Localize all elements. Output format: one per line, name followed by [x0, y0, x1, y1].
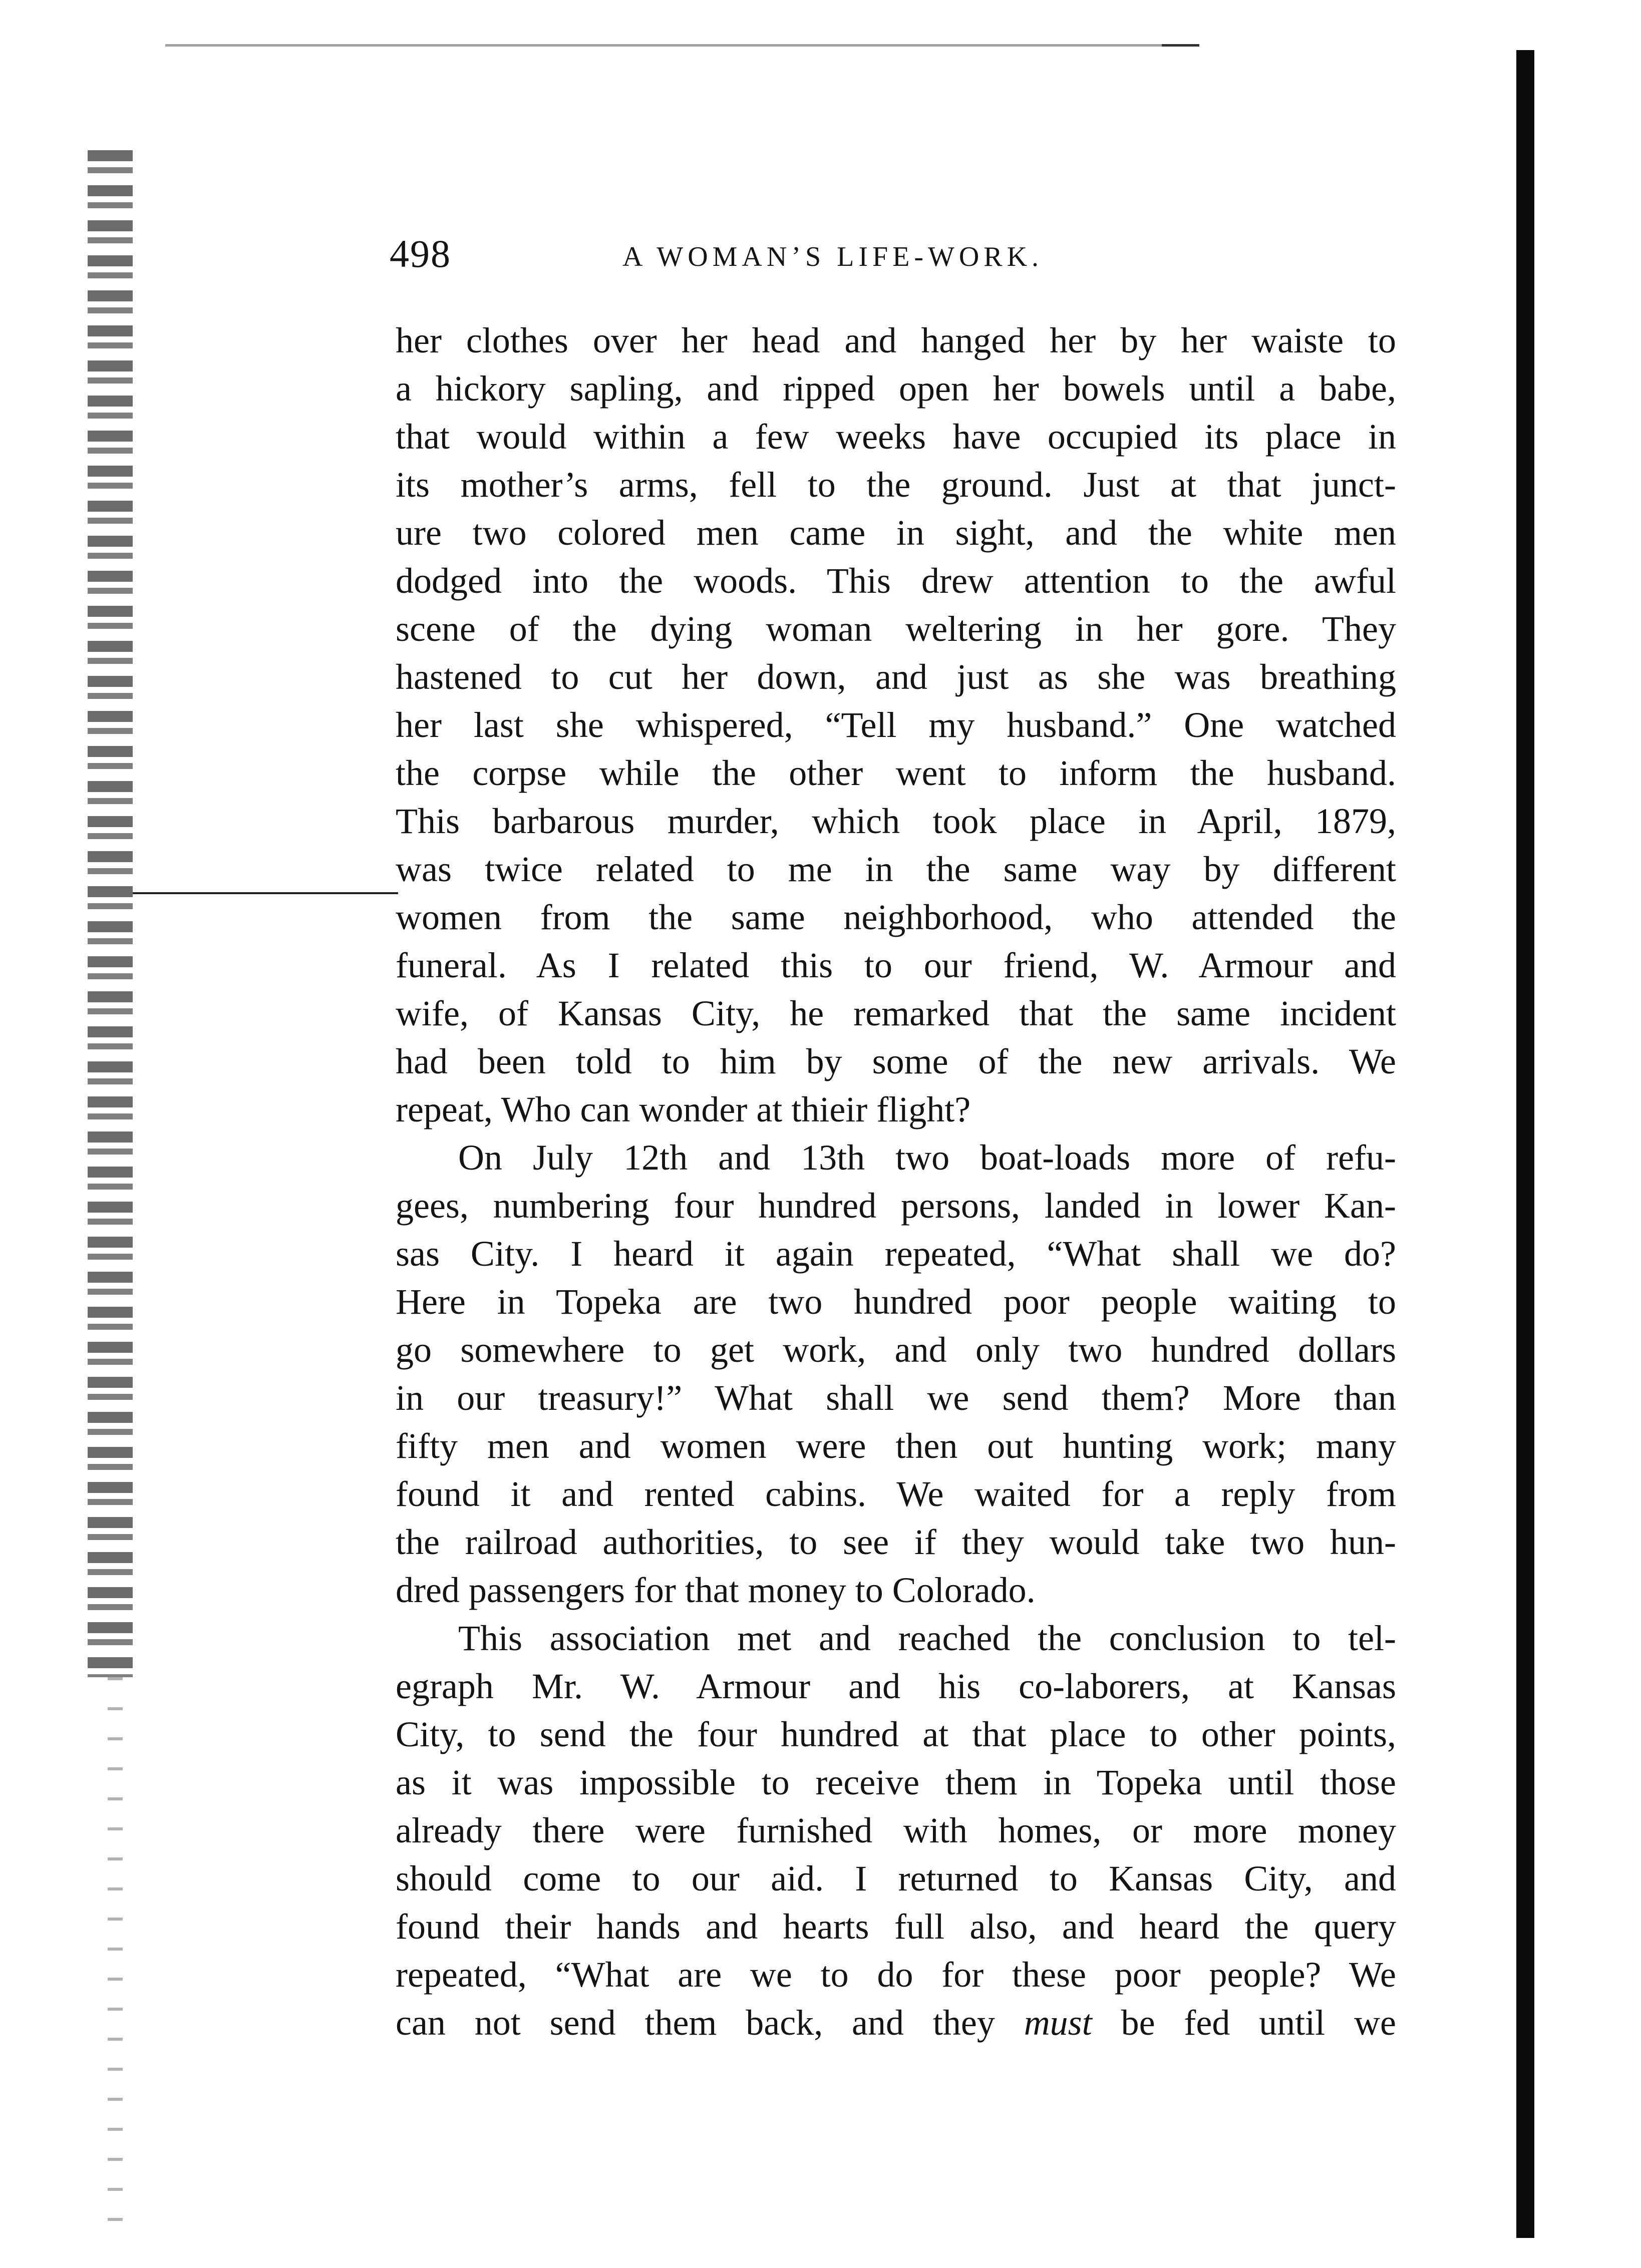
text-line: that would within a few weeks have occupied its place in — [396, 417, 1396, 457]
text-line: the railroad authorities, to see if they would take two hun- — [396, 1522, 1396, 1562]
text-line: fifty men and women were then out hunting work; many — [396, 1426, 1396, 1466]
text-line: funeral. As I related this to our friend, W. Armour and — [396, 945, 1396, 985]
text-line: found their hands and hearts full also, and heard the query — [396, 1907, 1396, 1947]
text-line: her last she whispered, “Tell my husband.” One watched — [396, 705, 1396, 745]
final-text-line — [396, 1999, 1396, 2047]
final-line-end: be fed until we — [1092, 2003, 1396, 2043]
paragraph-end-line: repeat, Who can wonder at thieir flight? — [396, 1089, 971, 1129]
running-head: A WOMAN’S LIFE-WORK. — [622, 241, 1044, 272]
paragraph-end-line: dred passengers for that money to Colorado. — [396, 1570, 1036, 1610]
text-line: her clothes over her head and hanged her by her waiste to — [396, 320, 1396, 360]
text-line: as it was impossible to receive them in Topeka until those — [396, 1762, 1396, 1802]
text-line: was twice related to me in the same way by different — [396, 849, 1396, 889]
paragraph-start-line: On July 12th and 13th two boat-loads more of refu- — [458, 1138, 1396, 1178]
text-line: egraph Mr. W. Armour and his co-laborers, at Kansas — [396, 1666, 1396, 1706]
margin-rule-mark — [133, 892, 398, 894]
text-line: hastened to cut her down, and just as she was breathing — [396, 657, 1396, 697]
text-line: had been told to him by some of the new arrivals. We — [396, 1041, 1396, 1081]
text-line: a hickory sapling, and ripped open her bowels until a babe, — [396, 368, 1396, 409]
text-line: the corpse while the other went to inform the husband. — [396, 753, 1396, 793]
text-line: wife, of Kansas City, he remarked that the same incident — [396, 993, 1396, 1033]
text-line: City, to send the four hundred at that place to other points, — [396, 1714, 1396, 1754]
scan-top-rule — [165, 44, 1197, 47]
scan-top-rule-end — [1162, 44, 1199, 47]
text-line: sas City. I heard it again repeated, “What shall we do? — [396, 1234, 1396, 1274]
text-line: repeated, “What are we to do for these poor people? We — [396, 1955, 1396, 1995]
text-line: its mother’s arms, fell to the ground. Just at that junct- — [396, 465, 1396, 505]
text-line: scene of the dying woman weltering in her gore. They — [396, 609, 1396, 649]
text-line: dodged into the woods. This drew attention to the awful — [396, 561, 1396, 601]
emphasized-word: must — [1024, 2003, 1092, 2043]
text-line: in our treasury!” What shall we send them? More than — [396, 1378, 1396, 1418]
page-number: 498 — [390, 232, 451, 275]
body-text — [396, 316, 1396, 2047]
binding-margin-ticks — [108, 1677, 123, 2228]
page-header — [390, 231, 1286, 276]
text-line: ure two colored men came in sight, and the white men — [396, 513, 1396, 553]
text-line: women from the same neighborhood, who attended the — [396, 897, 1396, 937]
text-line: found it and rented cabins. We waited for a reply from — [396, 1474, 1396, 1514]
text-line: This barbarous murder, which took place in April, 1879, — [396, 801, 1396, 841]
text-line: go somewhere to get work, and only two hundred dollars — [396, 1330, 1396, 1370]
text-line: gees, numbering four hundred persons, landed in lower Kan- — [396, 1186, 1396, 1226]
paragraph-start-line: This association met and reached the conclusion to tel- — [458, 1618, 1396, 1658]
scan-edge-bar — [1516, 50, 1534, 2238]
final-line-start: can not send them back, and they — [396, 2003, 1024, 2043]
binding-margin-artifact — [88, 150, 133, 1677]
text-line: should come to our aid. I returned to Kansas City, and — [396, 1858, 1396, 1899]
text-line: already there were furnished with homes, or more money — [396, 1810, 1396, 1850]
text-line: Here in Topeka are two hundred poor people waiting to — [396, 1282, 1396, 1322]
